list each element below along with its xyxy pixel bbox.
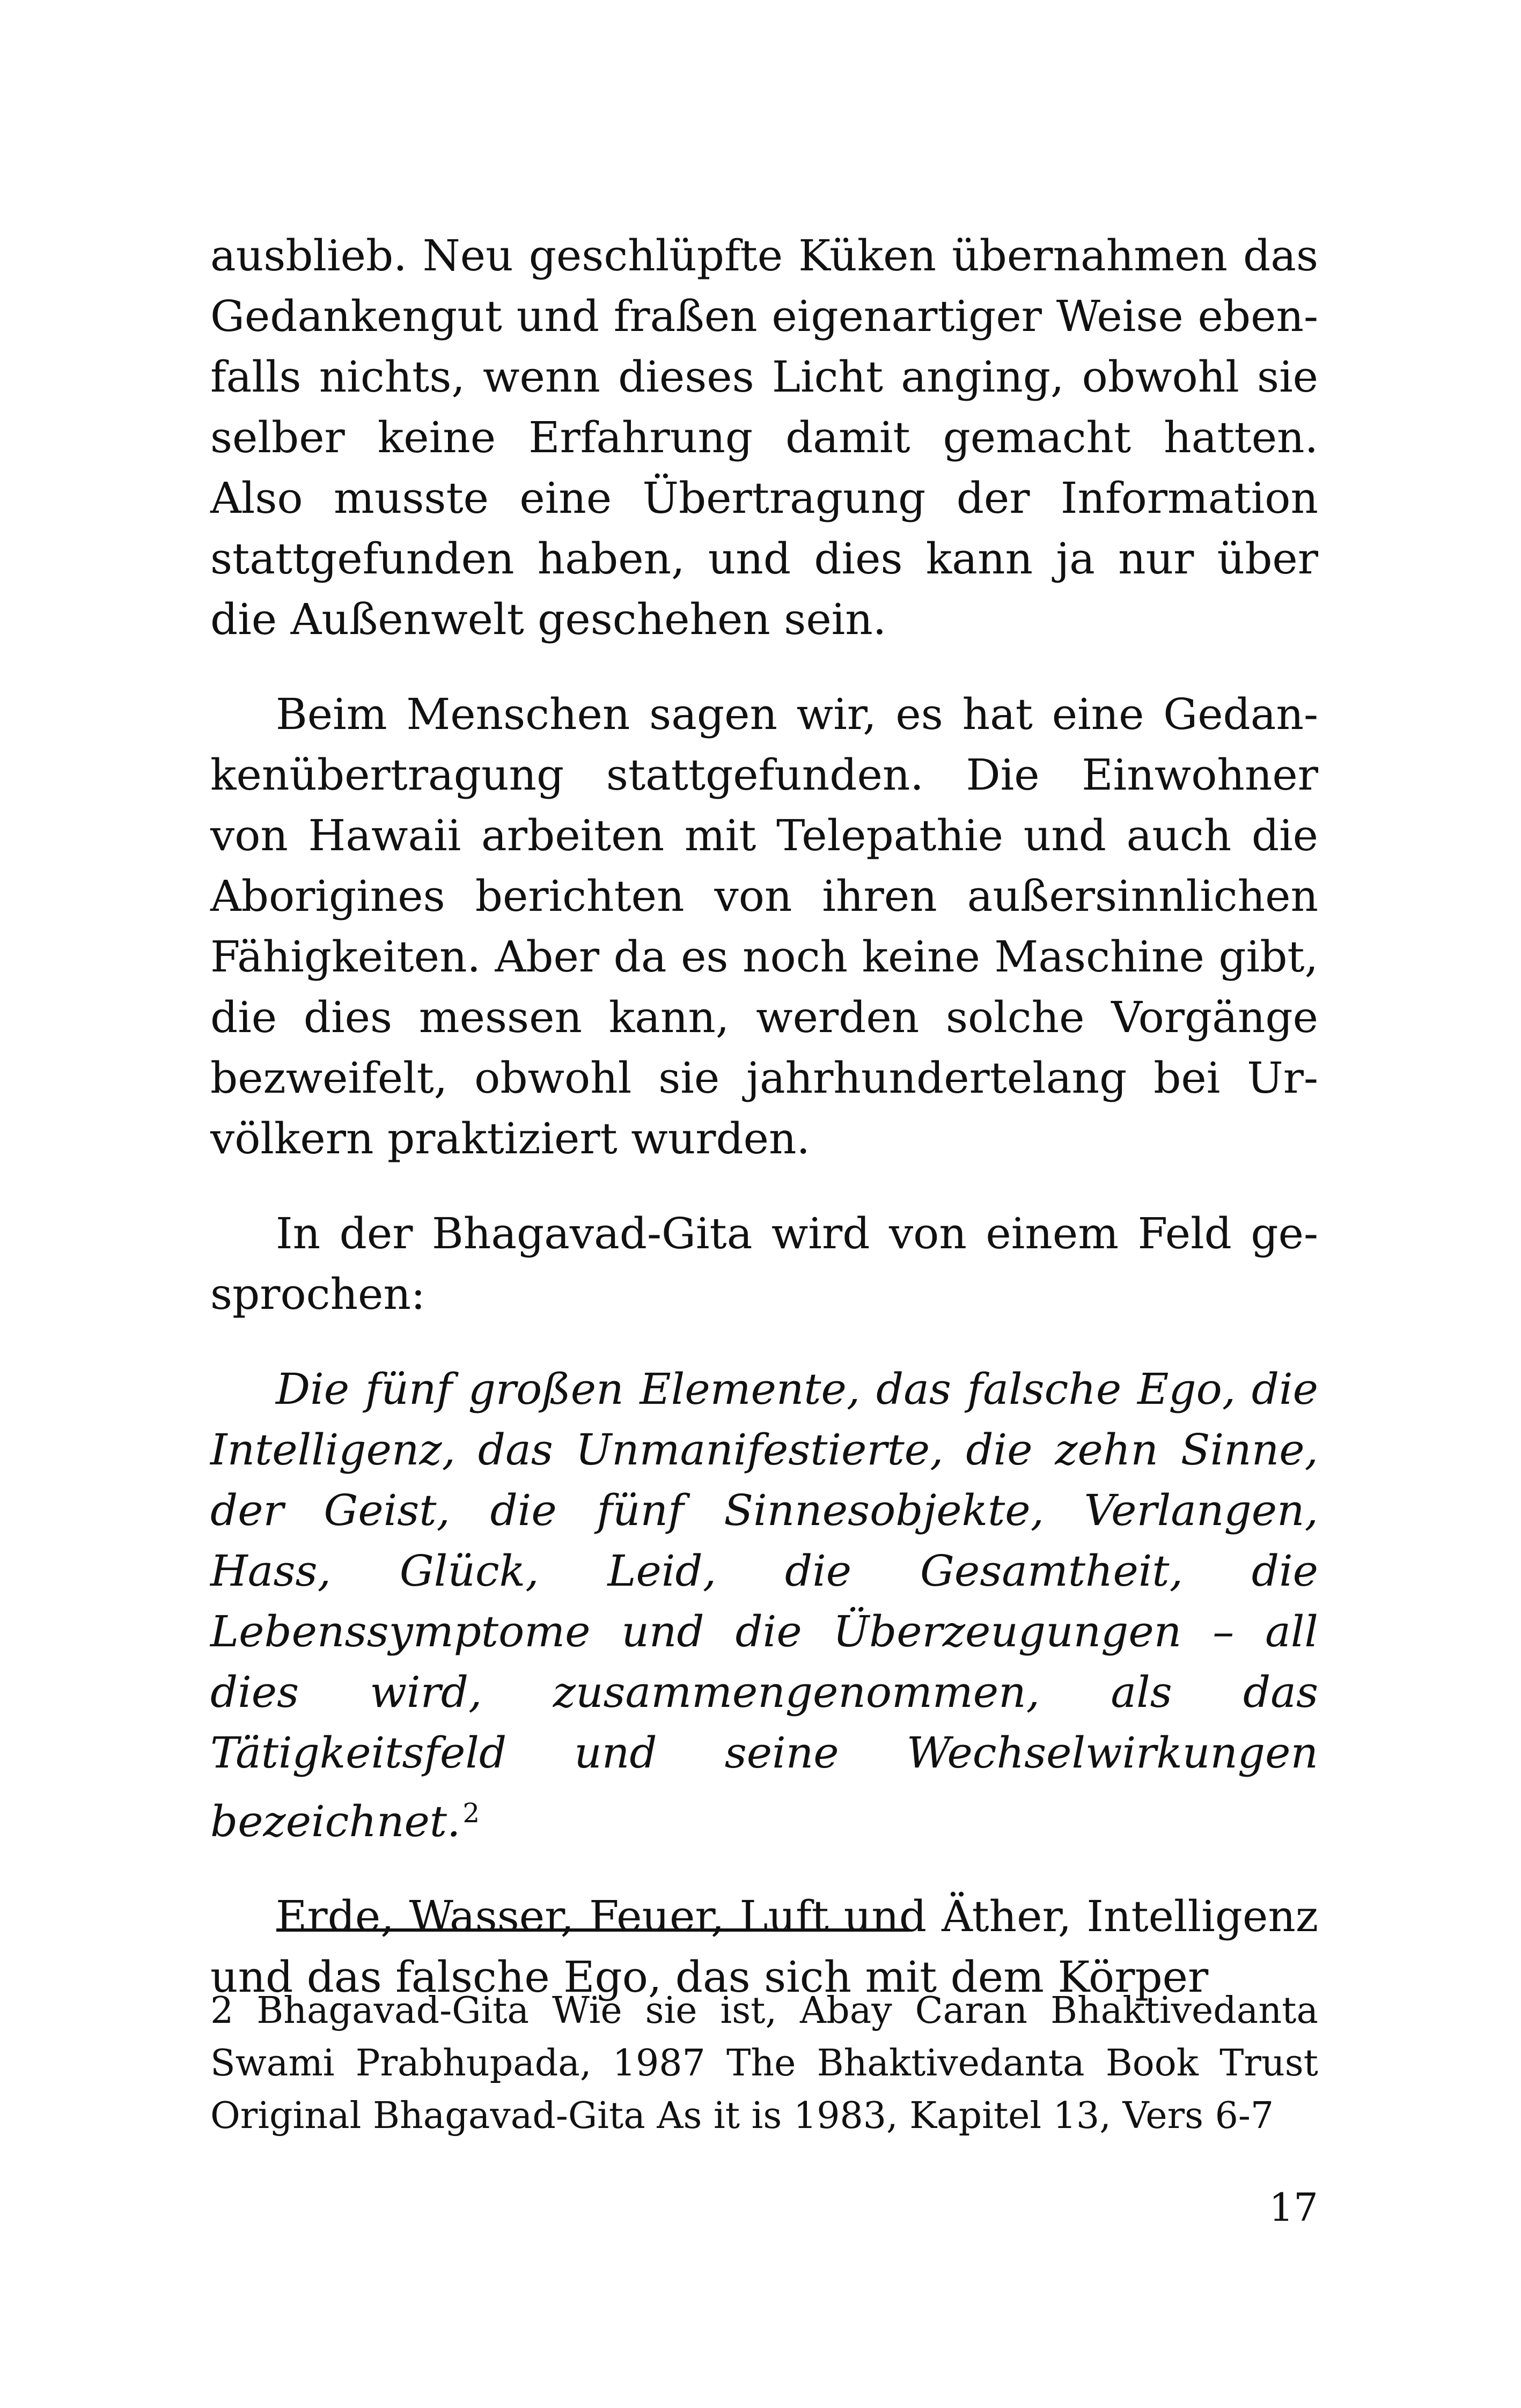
- paragraph-5: Erde, Wasser, Feuer, Luft und Äther, Intelligenz und das falsche Ego, das sich mit dem Körper: [210, 1891, 1318, 2002]
- paragraph-2: Beim Menschen sagen wir, es hat eine Gedankenübertragung stattgefunden. Die Einwohner von Hawaii arbeiten mit Telepathie und auch die Aborigines berichten von ihren außersinnlichen Fähigkeiten. Aber da es noch keine Maschine gibt, die dies messen kann, werden solche Vorgänge bezweifelt, obwohl sie jahrhundertelang bei Urvölkern praktiziert wurden.: [210, 689, 1318, 1164]
- footnote: 2 Bhagavad-Gita Wie sie ist, Abay Caran Bhaktivedanta Swami Prabhupada, 1987 The Bhaktivedanta Book Trust Original Bhagavad-Gita As it is 1983, Kapitel 13, Vers 6-7: [210, 1990, 1318, 2137]
- paragraph-1: ausblieb. Neu geschlüpfte Küken übernahmen das Gedankengut und fraßen eigenartiger Weise ebenfalls nichts, wenn dieses Licht anging, obwohl sie selber keine Erfahrung damit gemacht hatten. Also musste eine Übertragung der Information stattgefunden haben, und dies kann ja nur über die Außenwelt geschehen sein.: [210, 231, 1318, 644]
- paragraph-3: In der Bhagavad-Gita wird von einem Feld gesprochen:: [210, 1209, 1318, 1319]
- body-text: [210, 225, 1318, 2007]
- quote-paragraph: [210, 1359, 1318, 1852]
- footnote-separator: [276, 1928, 909, 1932]
- quote-text: Die fünf großen Elemente, das falsche Ego, die Intelligenz, das Unmanifestierte, die zehn Sinne, der Geist, die fünf Sinnesobjekte, Verlangen, Hass, Glück, Leid, die Gesamtheit, die Lebenssymptome und die Überzeugungen – all dies wird, zusammengenommen, als das Tätigkeitsfeld und seine Wechselwirkungen bezeichnet.: [210, 1364, 1318, 1846]
- page-number: 17: [1269, 2185, 1318, 2230]
- footnote-reference: 2: [462, 1798, 480, 1829]
